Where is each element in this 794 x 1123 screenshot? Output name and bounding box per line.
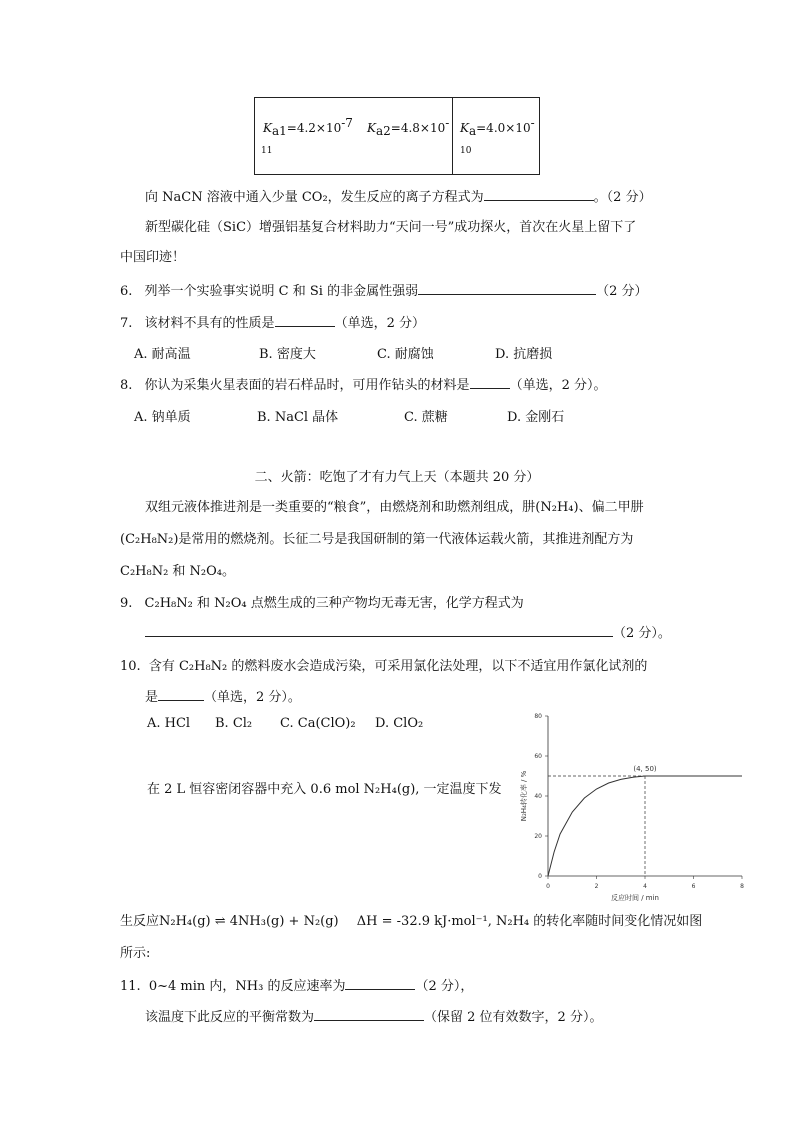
answer-blank[interactable] (145, 624, 613, 637)
answer-blank[interactable] (470, 376, 510, 389)
q7-option-c: C. 耐腐蚀 (377, 347, 434, 362)
question-11-line2 (145, 1006, 602, 1025)
table-divider (452, 98, 453, 174)
q11-score: （2 分）， (415, 979, 474, 994)
sic-intro-line2: 中国印迹！ (120, 250, 186, 265)
q7-option-a: A. 耐高温 (134, 347, 191, 362)
q6-number: 6. (120, 284, 133, 299)
ka-table (254, 97, 540, 175)
ka2-cell: Ka2=4.8×10- (367, 116, 450, 138)
q7-score: （单选，2 分） (334, 316, 425, 331)
chart-ticks (519, 713, 744, 902)
y-tick-label: 20 (534, 833, 542, 840)
q9-number: 9. (120, 596, 133, 611)
nacn-text: 向 NaCN 溶液中通入少量 CO₂，发生反应的离子方程式为 (145, 190, 484, 205)
q8-option-d: D. 金刚石 (507, 410, 565, 425)
y-tick-label: 40 (534, 793, 542, 800)
chart-annotation (548, 765, 657, 876)
q6-text: 列举一个实验事实说明 C 和 Si 的非金属性强弱 (144, 284, 419, 299)
q10-option-c: C. Ca(ClO)₂ (280, 716, 356, 731)
ka2-exp-wrap: 11 (261, 146, 273, 156)
q8-number: 8. (120, 378, 133, 393)
question-11 (120, 975, 473, 994)
nacn-score: 。（2 分） (593, 190, 652, 205)
q11-score-2: （保留 2 位有效数字，2 分）。 (424, 1010, 603, 1025)
q7-option-b: B. 密度大 (259, 347, 316, 362)
rocket-intro-line3: C₂H₈N₂ 和 N₂O₄。 (120, 564, 236, 579)
ka1-cell: Ka1=4.2×10-7 (263, 116, 353, 138)
ka-cell: Ka=4.0×10- (460, 116, 535, 138)
x-tick-label: 0 (546, 883, 550, 890)
q8-option-b: B. NaCl 晶体 (257, 410, 339, 425)
reaction-desc-line2 (120, 910, 702, 929)
q9-answer-line (145, 622, 671, 641)
rocket-intro-line2: (C₂H₈N₂)是常用的燃烧剂。长征二号是我国研制的第一代液体运载火箭，其推进剂配方为 (120, 532, 634, 547)
ka-exp-wrap: 10 (460, 146, 472, 156)
reaction-desc-line1: 在 2 L 恒容密闭容器中充入 0.6 mol N₂H₄(g), 一定温度下发 (147, 782, 502, 797)
q10-number: 10. (120, 659, 141, 674)
q10-option-b: B. Cl₂ (215, 716, 253, 731)
nacn-question (145, 186, 652, 205)
x-tick-label: 6 (691, 883, 696, 890)
y-axis-label: N₂H₄转化率 / % (520, 770, 528, 822)
conversion-chart (516, 708, 756, 904)
y-tick-label: 0 (538, 873, 542, 880)
q10-option-a: A. HCl (147, 716, 191, 731)
question-7 (120, 312, 425, 331)
q6-score: （2 分） (596, 284, 648, 299)
q10-text: 含有 C₂H₈N₂ 的燃料废水会造成污染，可采用氯化法处理，以下不适宜用作氯化试剂的 (148, 659, 648, 674)
x-tick-label: 4 (643, 883, 647, 890)
reaction-desc-line3: 所示: (120, 946, 151, 961)
question-8 (120, 374, 606, 393)
q9-text: C₂H₈N₂ 和 N₂O₄ 点燃生成的三种产物均无毒无害，化学方程式为 (144, 596, 524, 611)
x-tick-label: 2 (594, 883, 599, 890)
reaction-enthalpy: ΔH = -32.9 kJ·mol⁻¹, N₂H₄ 的转化率随时间变化情况如图 (356, 914, 703, 929)
x-axis-label: 反应时间 / min (610, 894, 660, 902)
reaction-equation: 生反应N₂H₄(g) ⇌ 4NH₃(g) + N₂(g) (120, 914, 339, 929)
sic-intro-line1: 新型碳化硅（SiC）增强铝基复合材料助力“天问一号”成功探火，首次在火星上留下了 (145, 220, 637, 235)
question-10 (120, 655, 647, 674)
annotation-label: (4, 50) (633, 765, 657, 773)
q8-option-a: A. 钠单质 (134, 410, 191, 425)
question-6 (120, 280, 648, 299)
y-tick-label: 60 (534, 753, 542, 760)
q7-text: 该材料不具有的性质是 (144, 316, 275, 331)
q7-number: 7. (120, 316, 133, 331)
answer-blank[interactable] (275, 314, 335, 327)
q8-option-c: C. 蔗糖 (404, 410, 448, 425)
q10-text-2: 是 (145, 690, 159, 705)
q11-text: 0~4 min 内，NH₃ 的反应速率为 (148, 979, 346, 994)
q8-text: 你认为采集火星表面的岩石样品时，可用作钻头的材料是 (144, 378, 470, 393)
answer-blank[interactable] (158, 688, 204, 701)
q7-option-d: D. 抗磨损 (495, 347, 553, 362)
x-tick-label: 8 (740, 883, 744, 890)
section-2-title: 二、火箭：吃饱了才有力气上天（本题共 20 分） (254, 470, 540, 485)
answer-blank[interactable] (418, 282, 596, 295)
y-tick-label: 80 (534, 713, 542, 720)
q8-score: （单选，2 分）。 (509, 378, 607, 393)
answer-blank[interactable] (314, 1008, 424, 1021)
q10-line2 (145, 686, 301, 705)
question-9 (120, 592, 524, 611)
q10-option-d: D. ClO₂ (375, 716, 424, 731)
rocket-intro-line1: 双组元液体推进剂是一类重要的“粮食”，由燃烧剂和助燃剂组成，肼(N₂H₄)、偏二甲肼 (145, 500, 644, 515)
q11-number: 11. (120, 979, 141, 994)
q11-text-2: 该温度下此反应的平衡常数为 (145, 1010, 315, 1025)
q9-score: （2 分）。 (613, 626, 671, 641)
answer-blank[interactable] (484, 188, 594, 201)
answer-blank[interactable] (345, 977, 415, 990)
q10-score: （单选，2 分）。 (204, 690, 301, 705)
